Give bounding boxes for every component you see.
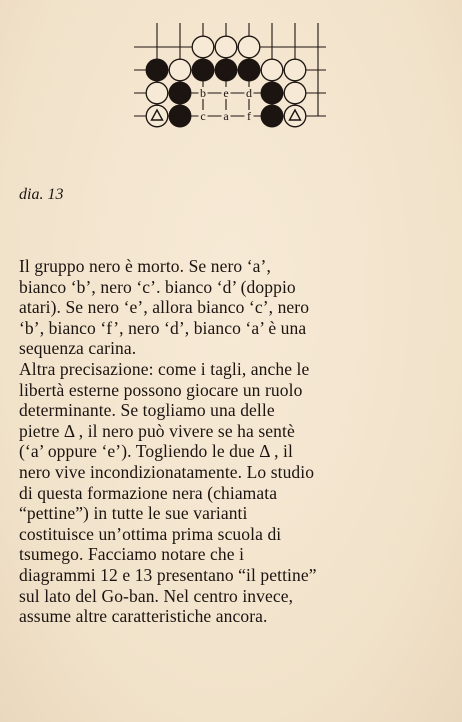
text-line: sul lato del Go-ban. Nel centro invece,	[19, 585, 294, 606]
text-line: di questa formazione nera (chiamata	[19, 482, 278, 503]
white-stone	[284, 59, 306, 81]
white-stone	[215, 36, 237, 58]
black-stone	[146, 59, 168, 81]
white-stone	[261, 59, 283, 81]
black-stone	[192, 59, 214, 81]
white-stone	[284, 105, 306, 127]
black-stone	[261, 82, 283, 104]
text-line: nero vive incondizionatamente. Lo studio	[19, 461, 315, 482]
body-text	[19, 256, 451, 627]
go-diagram	[130, 20, 330, 134]
text-line: atari). Se nero ‘e’, allora bianco ‘c’, nero	[19, 297, 310, 318]
text-line: ‘b’, bianco ‘f’, nero ‘d’, bianco ‘a’ è una	[19, 317, 307, 338]
text-line: sequenza carina.	[19, 338, 137, 359]
white-stone	[146, 105, 168, 127]
point-label: f	[247, 109, 251, 123]
point-label: d	[246, 86, 252, 100]
point-label: b	[200, 86, 206, 100]
text-line: Il gruppo nero è morto. Se nero ‘a’,	[19, 256, 271, 276]
text-line: pietre Δ , il nero può vivere se ha sentè	[19, 420, 295, 441]
white-stone	[238, 36, 260, 58]
white-stone	[169, 59, 191, 81]
black-stone	[169, 105, 191, 127]
text-line: assume altre caratteristiche ancora.	[19, 606, 268, 627]
text-line: libertà esterne possono giocare un ruolo	[19, 379, 303, 400]
white-stone	[192, 36, 214, 58]
text-line: costituisce un’ottima prima scuola di	[19, 523, 282, 544]
point-label: e	[223, 86, 229, 100]
black-stone	[261, 105, 283, 127]
point-label: c	[200, 109, 206, 123]
black-stone	[238, 59, 260, 81]
text-line: bianco ‘b’, nero ‘c’. bianco ‘d’ (doppio	[19, 276, 296, 297]
text-line: diagrammi 12 e 13 presentano “il pettine”	[19, 564, 317, 585]
black-stone	[169, 82, 191, 104]
diagram-caption: dia. 13	[19, 186, 64, 203]
white-stone	[146, 82, 168, 104]
text-line: (‘a’ oppure ‘e’). Togliendo le due Δ , il	[19, 441, 293, 462]
text-line: tsumego. Facciamo notare che i	[19, 544, 245, 565]
point-label: a	[223, 109, 229, 123]
black-stone	[215, 59, 237, 81]
white-stone	[284, 82, 306, 104]
text-line: Altra precisazione: come i tagli, anche le	[19, 358, 310, 379]
text-line: “pettine”) in tutte le sue varianti	[19, 503, 248, 524]
text-line: determinante. Se togliamo una delle	[19, 400, 275, 421]
